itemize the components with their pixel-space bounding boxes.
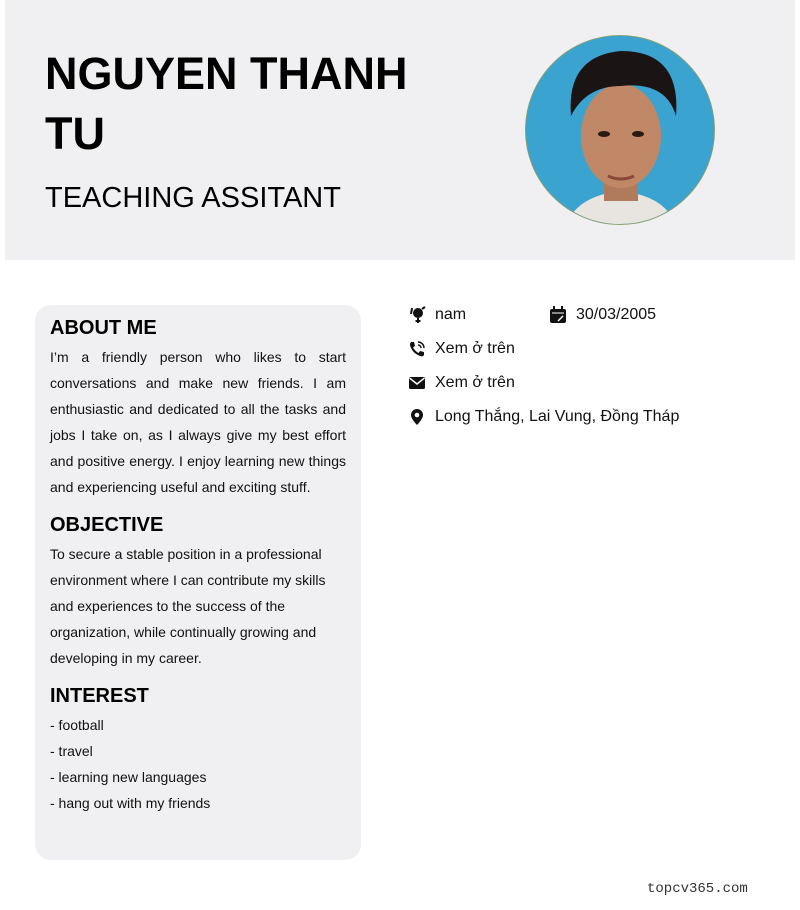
gender-value: nam bbox=[435, 306, 467, 323]
phone-row bbox=[408, 340, 515, 358]
left-column bbox=[35, 305, 361, 860]
gender-icon bbox=[408, 306, 426, 324]
phone-value: Xem ở trên bbox=[435, 340, 515, 357]
job-title: TEACHING ASSITANT bbox=[45, 182, 341, 214]
phone-icon bbox=[408, 340, 426, 358]
profile-photo bbox=[525, 35, 715, 225]
interest-item: - hang out with my friends bbox=[50, 795, 211, 811]
interest-item: - travel bbox=[50, 743, 93, 759]
interest-section bbox=[50, 685, 346, 816]
objective-text: To secure a stable position in a professional environment where I can contribute my skills and experiences to the success of the organization, while continually growing and developing in my career. bbox=[50, 546, 326, 666]
objective-section bbox=[50, 514, 346, 671]
email-row bbox=[408, 374, 515, 392]
about-text: I’m a friendly person who likes to start conversations and make new friends. I am enthusiastic and dedicated to all the tasks and jobs I take on, as I always give my best effort and positive energy. I enjoy learning new things and experiencing useful and exciting stuff. bbox=[50, 349, 346, 495]
about-heading: ABOUT ME bbox=[50, 317, 157, 339]
address-row bbox=[408, 408, 679, 426]
gender-row bbox=[408, 306, 466, 324]
address-value: Long Thắng, Lai Vung, Đồng Tháp bbox=[435, 408, 680, 425]
location-pin-icon bbox=[408, 408, 426, 426]
interest-item: - learning new languages bbox=[50, 769, 207, 785]
about-section bbox=[50, 317, 346, 500]
footer-watermark: topcv365.com bbox=[647, 881, 748, 897]
interest-heading: INTEREST bbox=[50, 685, 149, 707]
email-value: Xem ở trên bbox=[435, 374, 515, 391]
birthday-row bbox=[549, 306, 656, 324]
envelope-icon bbox=[408, 374, 426, 392]
full-name: NGUYEN THANH TU bbox=[45, 48, 408, 159]
calendar-icon bbox=[549, 306, 567, 324]
birthday-value: 30/03/2005 bbox=[576, 306, 657, 323]
header bbox=[5, 0, 795, 260]
objective-heading: OBJECTIVE bbox=[50, 514, 164, 536]
interest-item: - football bbox=[50, 717, 104, 733]
